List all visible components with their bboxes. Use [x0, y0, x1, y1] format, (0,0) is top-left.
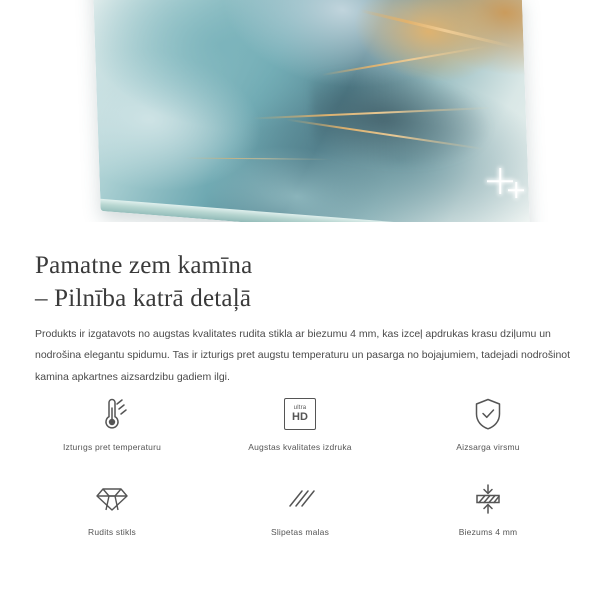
hero-image: [0, 0, 600, 222]
feature-item: [394, 477, 582, 562]
ultra-hd-badge-top: ultra: [293, 405, 307, 411]
feature-label: Biezums 4 mm: [458, 527, 518, 537]
headline-line-1: Pamatne zem kamīna: [35, 251, 253, 279]
feature-grid: [18, 392, 582, 562]
ultra-hd-icon: [284, 392, 316, 436]
thermometer-icon: [95, 392, 129, 436]
feature-label: Izturıgs pret temperaturu: [62, 442, 162, 452]
marble-glass-panel: [92, 0, 530, 222]
feature-item: [206, 477, 394, 562]
product-description-text: Produkts ir izgatavots no augstas kvalitates rudita stikla ar biezumu 4 mm, kas izceļ apdrukas krasu dziļumu un nodrošina elegantu spidumu. Tas ir izturigs pret augstu temperaturu un pasarga no bojajumiem, tadejadi nodrošinot kamina apkartnes aizsardzibu gadiem ilgi.: [35, 327, 571, 383]
feature-label: Slipetas malas: [270, 527, 330, 537]
headline-line-2: – Pilnība katrā detaļā: [35, 285, 252, 313]
feature-label: Augstas kvalitates izdruka: [248, 442, 352, 452]
feature-item: [206, 392, 394, 477]
feature-item: [18, 392, 206, 477]
shield-check-icon: [472, 392, 504, 436]
feature-item: [18, 477, 206, 562]
page-title: [35, 249, 565, 316]
diamond-icon: [94, 477, 130, 521]
thickness-icon: [470, 477, 506, 521]
polished-edges-icon: [283, 477, 317, 521]
feature-label: Aizsarga virsmu: [456, 442, 520, 452]
ultra-hd-badge-bottom: HD: [292, 411, 308, 423]
feature-item: [394, 392, 582, 477]
feature-label: Rudits stikls: [88, 527, 136, 537]
marble-dark-accent: [310, 62, 494, 177]
